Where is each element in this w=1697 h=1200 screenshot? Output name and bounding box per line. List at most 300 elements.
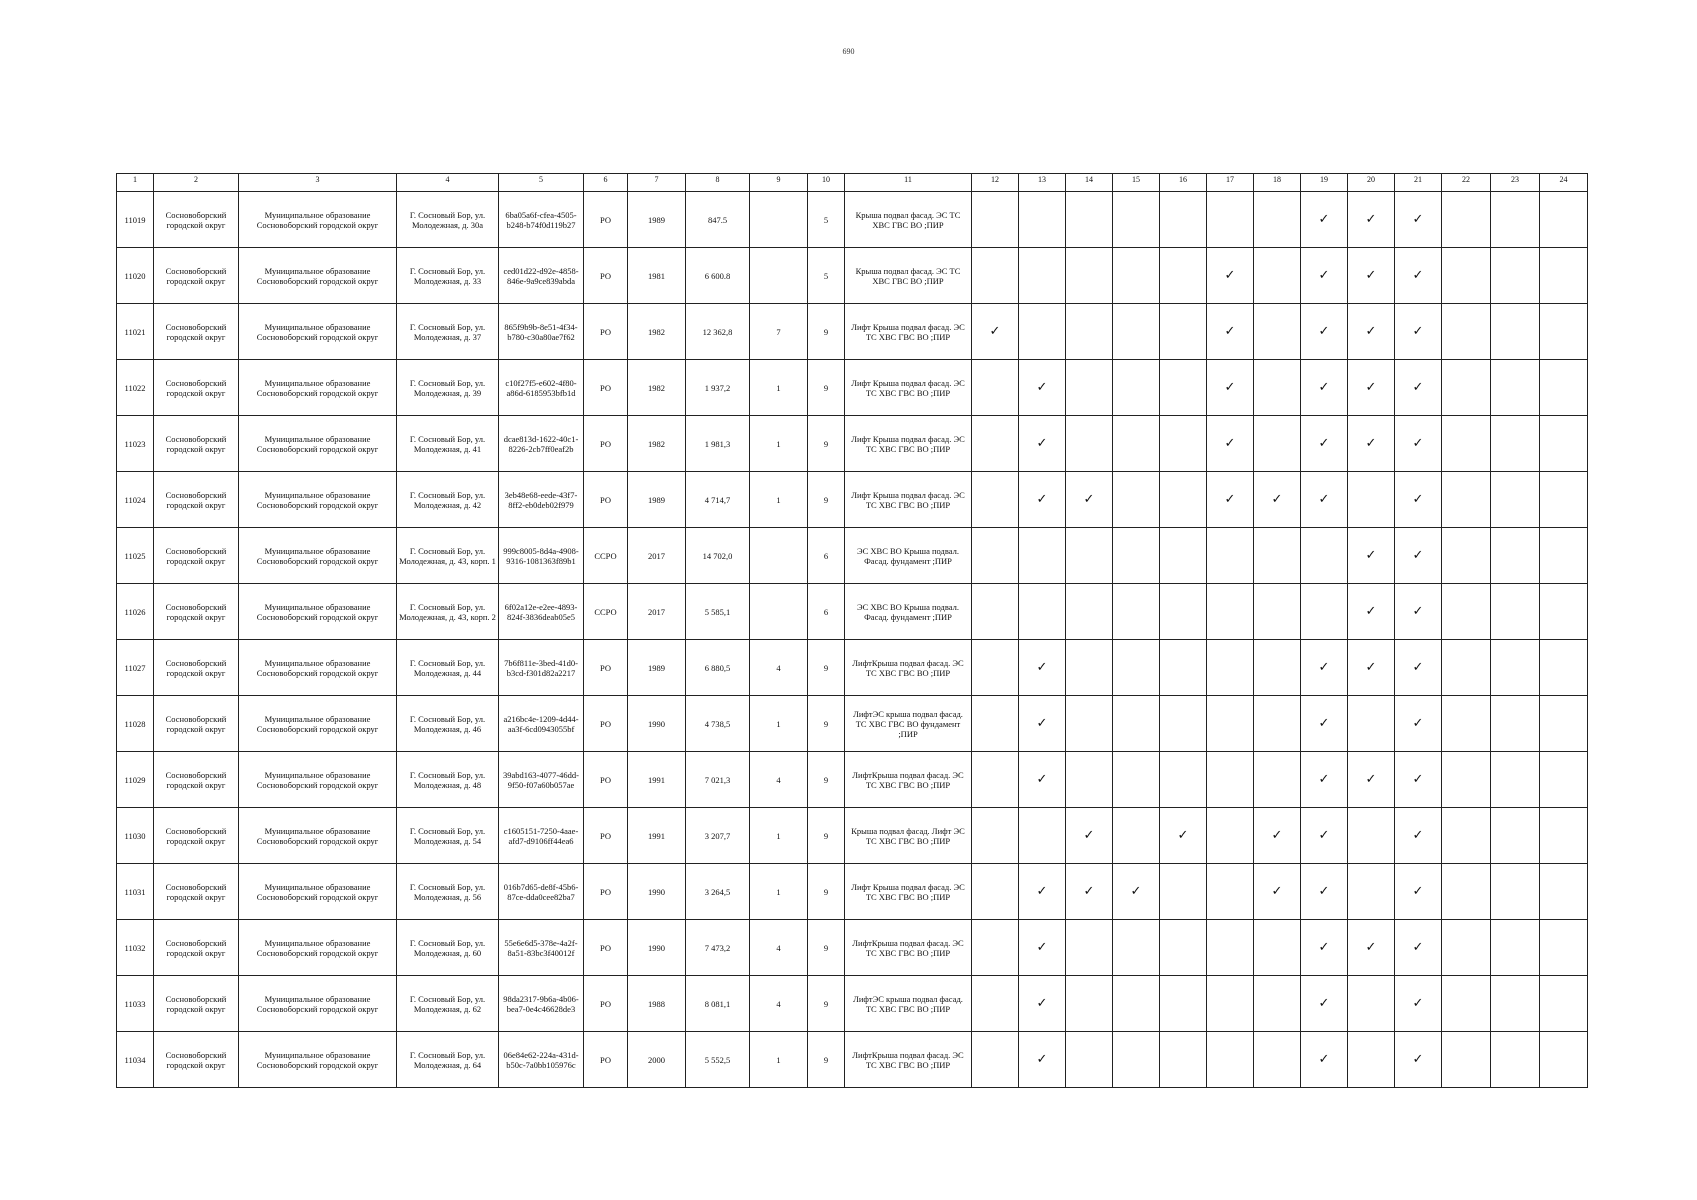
municipality: Муниципальное образование Сосновоборский городской округ <box>239 920 397 976</box>
check-mark-icon: ✓ <box>1318 1051 1330 1067</box>
mark-cell-col-20 <box>1348 360 1395 416</box>
check-mark-icon: ✓ <box>1036 771 1048 787</box>
check-mark-icon: ✓ <box>1271 883 1283 899</box>
mark-cell-col-13 <box>1019 752 1066 808</box>
fund-type: РО <box>584 360 628 416</box>
mark-cell-col-19 <box>1301 976 1348 1032</box>
district: Сосновоборский городской округ <box>154 584 239 640</box>
mark-cell-col-14 <box>1066 304 1113 360</box>
mark-cell-col-20 <box>1348 752 1395 808</box>
house-guid: 6f02a12e-e2ee-4893-824f-3836deab05e5 <box>499 584 584 640</box>
check-mark-icon: ✓ <box>1412 715 1424 731</box>
mark-cell-col-17 <box>1207 192 1254 248</box>
check-mark-icon: ✓ <box>1318 771 1330 787</box>
total-area: 847.5 <box>686 192 750 248</box>
check-mark-icon: ✓ <box>1412 659 1424 675</box>
house-guid: 98da2317-9b6a-4b06-bea7-0e4c46628de3 <box>499 976 584 1032</box>
mark-cell-col-13 <box>1019 808 1066 864</box>
fund-type: РО <box>584 920 628 976</box>
check-mark-icon: ✓ <box>1083 883 1095 899</box>
mark-cell-col-24 <box>1540 752 1588 808</box>
mark-cell-col-19 <box>1301 416 1348 472</box>
mark-cell-col-21 <box>1395 360 1442 416</box>
mark-cell-col-17 <box>1207 304 1254 360</box>
fund-type: РО <box>584 416 628 472</box>
mark-cell-col-20 <box>1348 528 1395 584</box>
floors: 9 <box>808 920 845 976</box>
mark-cell-col-12 <box>972 976 1019 1032</box>
total-area: 4 738,5 <box>686 696 750 752</box>
mark-cell-col-18 <box>1254 920 1301 976</box>
mark-cell-col-18 <box>1254 1032 1301 1088</box>
mark-cell-col-18 <box>1254 416 1301 472</box>
district: Сосновоборский городской округ <box>154 472 239 528</box>
record-id: 11032 <box>117 920 154 976</box>
mark-cell-col-24 <box>1540 808 1588 864</box>
mark-cell-col-20 <box>1348 304 1395 360</box>
mark-cell-col-18 <box>1254 528 1301 584</box>
column-number-4: 4 <box>397 174 499 192</box>
mark-cell-col-12 <box>972 864 1019 920</box>
mark-cell-col-21 <box>1395 808 1442 864</box>
mark-cell-col-18 <box>1254 864 1301 920</box>
column-number-16: 16 <box>1160 174 1207 192</box>
mark-cell-col-18 <box>1254 360 1301 416</box>
floors: 9 <box>808 416 845 472</box>
address: Г. Сосновый Бор, ул. Молодежная, д. 48 <box>397 752 499 808</box>
mark-cell-col-21 <box>1395 304 1442 360</box>
check-mark-icon: ✓ <box>1318 939 1330 955</box>
total-area: 5 585,1 <box>686 584 750 640</box>
check-mark-icon: ✓ <box>1271 827 1283 843</box>
mark-cell-col-12 <box>972 920 1019 976</box>
mark-cell-col-17 <box>1207 864 1254 920</box>
fund-type: РО <box>584 696 628 752</box>
mark-cell-col-15 <box>1113 920 1160 976</box>
mark-cell-col-14 <box>1066 696 1113 752</box>
check-mark-icon: ✓ <box>1036 659 1048 675</box>
floors: 9 <box>808 360 845 416</box>
total-area: 3 207,7 <box>686 808 750 864</box>
mark-cell-col-15 <box>1113 416 1160 472</box>
mark-cell-col-19 <box>1301 920 1348 976</box>
column-number-17: 17 <box>1207 174 1254 192</box>
mark-cell-col-23 <box>1491 416 1540 472</box>
column-number-23: 23 <box>1491 174 1540 192</box>
check-mark-icon: ✓ <box>1224 379 1236 395</box>
check-mark-icon: ✓ <box>1318 211 1330 227</box>
mark-cell-col-23 <box>1491 192 1540 248</box>
mark-cell-col-24 <box>1540 416 1588 472</box>
mark-cell-col-23 <box>1491 920 1540 976</box>
build-year: 1989 <box>628 640 686 696</box>
build-year: 2017 <box>628 528 686 584</box>
house-guid: 06e84e62-224a-431d-b50c-7a0bb105976c <box>499 1032 584 1088</box>
mark-cell-col-17 <box>1207 472 1254 528</box>
mark-cell-col-13 <box>1019 584 1066 640</box>
table-row <box>117 360 1588 416</box>
mark-cell-col-23 <box>1491 976 1540 1032</box>
house-guid: 865f9b9b-8e51-4f34-b780-c30a80ae7f62 <box>499 304 584 360</box>
column-number-8: 8 <box>686 174 750 192</box>
table-row <box>117 472 1588 528</box>
check-mark-icon: ✓ <box>1318 323 1330 339</box>
mark-cell-col-20 <box>1348 472 1395 528</box>
check-mark-icon: ✓ <box>1318 379 1330 395</box>
mark-cell-col-21 <box>1395 528 1442 584</box>
house-guid: 3eb48e68-eede-43f7-8ff2-eb0deb02f979 <box>499 472 584 528</box>
mark-cell-col-16 <box>1160 248 1207 304</box>
column-9-value: 4 <box>750 920 808 976</box>
mark-cell-col-14 <box>1066 920 1113 976</box>
mark-cell-col-24 <box>1540 192 1588 248</box>
mark-cell-col-16 <box>1160 416 1207 472</box>
fund-type: РО <box>584 472 628 528</box>
check-mark-icon: ✓ <box>1365 939 1377 955</box>
mark-cell-col-14 <box>1066 1032 1113 1088</box>
column-9-value: 1 <box>750 472 808 528</box>
mark-cell-col-13 <box>1019 248 1066 304</box>
mark-cell-col-20 <box>1348 920 1395 976</box>
district: Сосновоборский городской округ <box>154 1032 239 1088</box>
mark-cell-col-22 <box>1442 584 1491 640</box>
mark-cell-col-21 <box>1395 472 1442 528</box>
mark-cell-col-24 <box>1540 640 1588 696</box>
check-mark-icon: ✓ <box>1412 379 1424 395</box>
mark-cell-col-23 <box>1491 864 1540 920</box>
mark-cell-col-22 <box>1442 304 1491 360</box>
mark-cell-col-14 <box>1066 248 1113 304</box>
mark-cell-col-13 <box>1019 472 1066 528</box>
mark-cell-col-22 <box>1442 192 1491 248</box>
municipality: Муниципальное образование Сосновоборский городской округ <box>239 864 397 920</box>
mark-cell-col-17 <box>1207 976 1254 1032</box>
table-row <box>117 416 1588 472</box>
column-number-15: 15 <box>1113 174 1160 192</box>
column-number-13: 13 <box>1019 174 1066 192</box>
total-area: 6 880,5 <box>686 640 750 696</box>
address: Г. Сосновый Бор, ул. Молодежная, д. 44 <box>397 640 499 696</box>
mark-cell-col-16 <box>1160 584 1207 640</box>
mark-cell-col-13 <box>1019 304 1066 360</box>
mark-cell-col-12 <box>972 752 1019 808</box>
header-row <box>117 174 1588 192</box>
table-body <box>117 174 1588 1088</box>
total-area: 5 552,5 <box>686 1032 750 1088</box>
table-row <box>117 808 1588 864</box>
check-mark-icon: ✓ <box>1036 883 1048 899</box>
fund-type: РО <box>584 640 628 696</box>
table-row <box>117 920 1588 976</box>
mark-cell-col-19 <box>1301 472 1348 528</box>
record-id: 11033 <box>117 976 154 1032</box>
district: Сосновоборский городской округ <box>154 920 239 976</box>
column-number-22: 22 <box>1442 174 1491 192</box>
mark-cell-col-21 <box>1395 864 1442 920</box>
floors: 9 <box>808 976 845 1032</box>
mark-cell-col-13 <box>1019 864 1066 920</box>
mark-cell-col-22 <box>1442 864 1491 920</box>
build-year: 1991 <box>628 752 686 808</box>
works-list: ЛифтКрыша подвал фасад. ЭС ТС ХВС ГВС ВО ;ПИР <box>845 1032 972 1088</box>
works-list: Лифт Крыша подвал фасад. ЭС ТС ХВС ГВС ВО ;ПИР <box>845 416 972 472</box>
works-list: ЭС ХВС ВО Крыша подвал. Фасад. фундамент ;ПИР <box>845 584 972 640</box>
build-year: 1990 <box>628 920 686 976</box>
mark-cell-col-23 <box>1491 528 1540 584</box>
table-row <box>117 304 1588 360</box>
table-row <box>117 248 1588 304</box>
fund-type: РО <box>584 304 628 360</box>
mark-cell-col-22 <box>1442 360 1491 416</box>
mark-cell-col-12 <box>972 360 1019 416</box>
address: Г. Сосновый Бор, ул. Молодежная, д. 43, корп. 1 <box>397 528 499 584</box>
mark-cell-col-19 <box>1301 1032 1348 1088</box>
mark-cell-col-22 <box>1442 1032 1491 1088</box>
mark-cell-col-12 <box>972 304 1019 360</box>
mark-cell-col-14 <box>1066 192 1113 248</box>
district: Сосновоборский городской округ <box>154 640 239 696</box>
check-mark-icon: ✓ <box>1412 1051 1424 1067</box>
column-number-5: 5 <box>499 174 584 192</box>
address: Г. Сосновый Бор, ул. Молодежная, д. 64 <box>397 1032 499 1088</box>
column-number-10: 10 <box>808 174 845 192</box>
mark-cell-col-15 <box>1113 808 1160 864</box>
district: Сосновоборский городской округ <box>154 864 239 920</box>
check-mark-icon: ✓ <box>1318 995 1330 1011</box>
column-9-value: 7 <box>750 304 808 360</box>
mark-cell-col-16 <box>1160 752 1207 808</box>
mark-cell-col-21 <box>1395 976 1442 1032</box>
mark-cell-col-14 <box>1066 360 1113 416</box>
mark-cell-col-16 <box>1160 920 1207 976</box>
district: Сосновоборский городской округ <box>154 528 239 584</box>
mark-cell-col-20 <box>1348 976 1395 1032</box>
mark-cell-col-18 <box>1254 472 1301 528</box>
mark-cell-col-23 <box>1491 584 1540 640</box>
table-row <box>117 696 1588 752</box>
floors: 9 <box>808 640 845 696</box>
column-number-3: 3 <box>239 174 397 192</box>
floors: 6 <box>808 528 845 584</box>
record-id: 11024 <box>117 472 154 528</box>
check-mark-icon: ✓ <box>1365 435 1377 451</box>
address: Г. Сосновый Бор, ул. Молодежная, д. 30а <box>397 192 499 248</box>
mark-cell-col-24 <box>1540 920 1588 976</box>
table-row <box>117 528 1588 584</box>
floors: 9 <box>808 304 845 360</box>
record-id: 11028 <box>117 696 154 752</box>
address: Г. Сосновый Бор, ул. Молодежная, д. 33 <box>397 248 499 304</box>
municipality: Муниципальное образование Сосновоборский городской округ <box>239 696 397 752</box>
mark-cell-col-17 <box>1207 416 1254 472</box>
check-mark-icon: ✓ <box>1412 883 1424 899</box>
record-id: 11027 <box>117 640 154 696</box>
mark-cell-col-15 <box>1113 640 1160 696</box>
page-number: 690 <box>842 47 855 56</box>
mark-cell-col-23 <box>1491 808 1540 864</box>
record-id: 11029 <box>117 752 154 808</box>
works-list: ЛифтКрыша подвал фасад. ЭС ТС ХВС ГВС ВО ;ПИР <box>845 920 972 976</box>
mark-cell-col-12 <box>972 584 1019 640</box>
column-number-6: 6 <box>584 174 628 192</box>
mark-cell-col-17 <box>1207 584 1254 640</box>
housing-register-table <box>116 173 1588 1088</box>
municipality: Муниципальное образование Сосновоборский городской округ <box>239 304 397 360</box>
mark-cell-col-15 <box>1113 752 1160 808</box>
check-mark-icon: ✓ <box>1365 267 1377 283</box>
check-mark-icon: ✓ <box>1224 323 1236 339</box>
total-area: 4 714,7 <box>686 472 750 528</box>
table-row <box>117 1032 1588 1088</box>
district: Сосновоборский городской округ <box>154 808 239 864</box>
mark-cell-col-18 <box>1254 640 1301 696</box>
mark-cell-col-24 <box>1540 472 1588 528</box>
mark-cell-col-16 <box>1160 808 1207 864</box>
check-mark-icon: ✓ <box>1412 211 1424 227</box>
mark-cell-col-19 <box>1301 248 1348 304</box>
house-guid: ced01d22-d92e-4858-846e-9a9ce839abda <box>499 248 584 304</box>
table-row <box>117 976 1588 1032</box>
fund-type: РО <box>584 808 628 864</box>
check-mark-icon: ✓ <box>1412 771 1424 787</box>
record-id: 11023 <box>117 416 154 472</box>
mark-cell-col-21 <box>1395 416 1442 472</box>
check-mark-icon: ✓ <box>1412 939 1424 955</box>
mark-cell-col-14 <box>1066 808 1113 864</box>
municipality: Муниципальное образование Сосновоборский городской округ <box>239 472 397 528</box>
build-year: 1982 <box>628 304 686 360</box>
mark-cell-col-13 <box>1019 920 1066 976</box>
mark-cell-col-14 <box>1066 976 1113 1032</box>
column-number-7: 7 <box>628 174 686 192</box>
address: Г. Сосновый Бор, ул. Молодежная, д. 43, корп. 2 <box>397 584 499 640</box>
municipality: Муниципальное образование Сосновоборский городской округ <box>239 416 397 472</box>
record-id: 11019 <box>117 192 154 248</box>
column-number-19: 19 <box>1301 174 1348 192</box>
table-row <box>117 192 1588 248</box>
column-9-value: 1 <box>750 864 808 920</box>
mark-cell-col-13 <box>1019 360 1066 416</box>
mark-cell-col-19 <box>1301 192 1348 248</box>
total-area: 7 473,2 <box>686 920 750 976</box>
mark-cell-col-16 <box>1160 528 1207 584</box>
column-9-value: 1 <box>750 696 808 752</box>
works-list: ЛифтКрыша подвал фасад. ЭС ТС ХВС ГВС ВО ;ПИР <box>845 640 972 696</box>
house-guid: 39abd163-4077-46dd-9f50-f07a60b057ae <box>499 752 584 808</box>
check-mark-icon: ✓ <box>989 323 1001 339</box>
build-year: 1990 <box>628 864 686 920</box>
column-number-12: 12 <box>972 174 1019 192</box>
mark-cell-col-20 <box>1348 864 1395 920</box>
check-mark-icon: ✓ <box>1412 547 1424 563</box>
mark-cell-col-17 <box>1207 640 1254 696</box>
check-mark-icon: ✓ <box>1365 547 1377 563</box>
check-mark-icon: ✓ <box>1412 491 1424 507</box>
column-number-2: 2 <box>154 174 239 192</box>
column-9-value <box>750 248 808 304</box>
check-mark-icon: ✓ <box>1412 995 1424 1011</box>
mark-cell-col-18 <box>1254 304 1301 360</box>
check-mark-icon: ✓ <box>1318 491 1330 507</box>
mark-cell-col-17 <box>1207 696 1254 752</box>
mark-cell-col-21 <box>1395 1032 1442 1088</box>
mark-cell-col-16 <box>1160 472 1207 528</box>
mark-cell-col-24 <box>1540 696 1588 752</box>
house-guid: dcae813d-1622-40c1-8226-2cb7ff0eaf2b <box>499 416 584 472</box>
mark-cell-col-12 <box>972 248 1019 304</box>
mark-cell-col-20 <box>1348 248 1395 304</box>
mark-cell-col-17 <box>1207 752 1254 808</box>
check-mark-icon: ✓ <box>1365 659 1377 675</box>
record-id: 11034 <box>117 1032 154 1088</box>
mark-cell-col-23 <box>1491 472 1540 528</box>
mark-cell-col-24 <box>1540 360 1588 416</box>
mark-cell-col-13 <box>1019 976 1066 1032</box>
municipality: Муниципальное образование Сосновоборский городской округ <box>239 640 397 696</box>
address: Г. Сосновый Бор, ул. Молодежная, д. 62 <box>397 976 499 1032</box>
mark-cell-col-17 <box>1207 808 1254 864</box>
municipality: Муниципальное образование Сосновоборский городской округ <box>239 584 397 640</box>
mark-cell-col-16 <box>1160 1032 1207 1088</box>
house-guid: 55e6e6d5-378e-4a2f-8a51-83bc3f40012f <box>499 920 584 976</box>
mark-cell-col-14 <box>1066 528 1113 584</box>
mark-cell-col-21 <box>1395 248 1442 304</box>
total-area: 7 021,3 <box>686 752 750 808</box>
mark-cell-col-16 <box>1160 640 1207 696</box>
mark-cell-col-20 <box>1348 416 1395 472</box>
mark-cell-col-23 <box>1491 360 1540 416</box>
mark-cell-col-16 <box>1160 696 1207 752</box>
check-mark-icon: ✓ <box>1036 435 1048 451</box>
mark-cell-col-16 <box>1160 304 1207 360</box>
district: Сосновоборский городской округ <box>154 192 239 248</box>
mark-cell-col-20 <box>1348 192 1395 248</box>
mark-cell-col-15 <box>1113 696 1160 752</box>
mark-cell-col-12 <box>972 472 1019 528</box>
mark-cell-col-22 <box>1442 976 1491 1032</box>
check-mark-icon: ✓ <box>1224 435 1236 451</box>
mark-cell-col-15 <box>1113 304 1160 360</box>
total-area: 1 981,3 <box>686 416 750 472</box>
mark-cell-col-14 <box>1066 640 1113 696</box>
fund-type: ССРО <box>584 528 628 584</box>
mark-cell-col-12 <box>972 696 1019 752</box>
record-id: 11022 <box>117 360 154 416</box>
fund-type: РО <box>584 248 628 304</box>
build-year: 1991 <box>628 808 686 864</box>
mark-cell-col-16 <box>1160 976 1207 1032</box>
check-mark-icon: ✓ <box>1412 435 1424 451</box>
mark-cell-col-23 <box>1491 696 1540 752</box>
municipality: Муниципальное образование Сосновоборский городской округ <box>239 192 397 248</box>
record-id: 11020 <box>117 248 154 304</box>
mark-cell-col-22 <box>1442 920 1491 976</box>
build-year: 1982 <box>628 416 686 472</box>
district: Сосновоборский городской округ <box>154 752 239 808</box>
mark-cell-col-13 <box>1019 528 1066 584</box>
mark-cell-col-17 <box>1207 528 1254 584</box>
total-area: 12 362,8 <box>686 304 750 360</box>
mark-cell-col-24 <box>1540 584 1588 640</box>
mark-cell-col-22 <box>1442 472 1491 528</box>
total-area: 14 702,0 <box>686 528 750 584</box>
mark-cell-col-16 <box>1160 192 1207 248</box>
check-mark-icon: ✓ <box>1036 995 1048 1011</box>
check-mark-icon: ✓ <box>1177 827 1189 843</box>
build-year: 1981 <box>628 248 686 304</box>
check-mark-icon: ✓ <box>1036 939 1048 955</box>
mark-cell-col-22 <box>1442 808 1491 864</box>
